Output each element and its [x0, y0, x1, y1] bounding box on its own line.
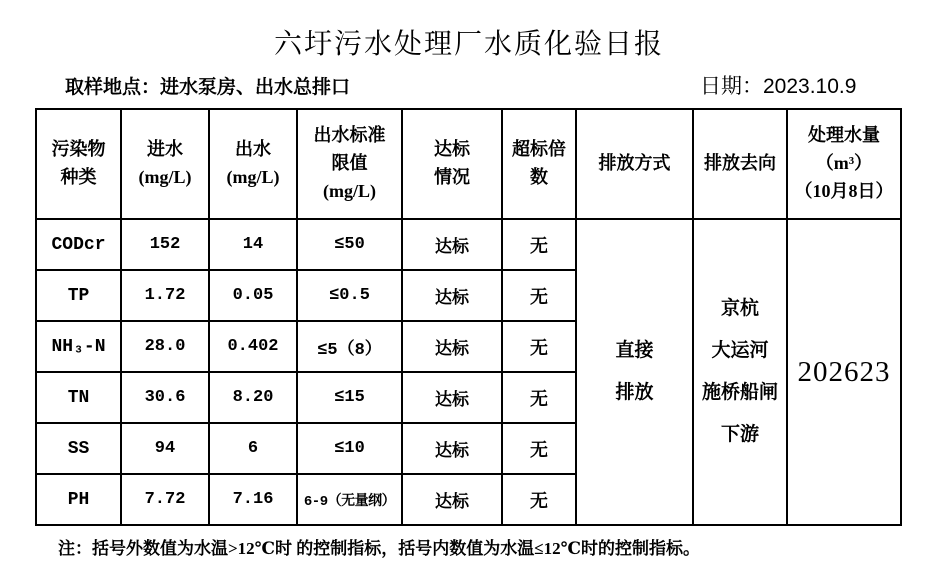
cell-exceed: 无	[502, 423, 576, 474]
cell-treated-volume: 202623	[787, 219, 901, 525]
header-line: 种类	[60, 167, 97, 187]
header-line: 超标倍	[512, 139, 566, 160]
header-exceed-multiple	[502, 109, 576, 219]
cell-limit: ≤15	[297, 372, 402, 423]
header-effluent	[209, 109, 297, 219]
cell-compliance: 达标	[402, 474, 502, 525]
cell-compliance: 达标	[402, 219, 502, 270]
header-line: （m³）	[815, 153, 873, 174]
date-value: 2023.10.9	[763, 75, 857, 98]
header-discharge-mode	[576, 109, 693, 219]
table-row-codcr	[36, 219, 901, 270]
cell-limit: ≤50	[297, 219, 402, 270]
cell-pollutant: SS	[36, 423, 121, 474]
cell-compliance: 达标	[402, 372, 502, 423]
cell-pollutant: NH₃-N	[36, 321, 121, 372]
cell-effluent: 0.05	[209, 270, 297, 321]
header-line: 数	[530, 167, 548, 187]
cell-pollutant: CODcr	[36, 219, 121, 270]
cell-effluent: 8.20	[209, 372, 297, 423]
header-line: (mg/L)	[138, 167, 192, 187]
cell-effluent: 14	[209, 219, 297, 270]
header-line: 出水标准	[313, 125, 386, 146]
cell-exceed: 无	[502, 474, 576, 525]
discharge-destination-line: 施桥船闸	[701, 382, 778, 403]
discharge-mode-line: 直接	[615, 340, 654, 362]
cell-influent: 152	[121, 219, 209, 270]
header-line: 进水	[147, 139, 183, 160]
header-line: 排放去向	[704, 153, 776, 174]
header-line: (mg/L)	[226, 167, 280, 187]
header-line: 达标	[434, 139, 470, 160]
cell-effluent: 7.16	[209, 474, 297, 525]
header-line: 限值	[331, 153, 368, 174]
cell-pollutant: PH	[36, 474, 121, 525]
discharge-mode-line: 排放	[615, 382, 654, 403]
discharge-destination-line: 大运河	[711, 340, 769, 362]
header-pollutant-type	[36, 109, 121, 219]
header-influent	[121, 109, 209, 219]
cell-limit: ≤10	[297, 423, 402, 474]
header-line: 处理水量	[808, 125, 880, 146]
cell-compliance: 达标	[402, 270, 502, 321]
cell-influent: 94	[121, 423, 209, 474]
cell-limit: ≤5（8）	[297, 321, 402, 372]
water-quality-table	[35, 108, 902, 526]
cell-pollutant: TP	[36, 270, 121, 321]
cell-exceed: 无	[502, 270, 576, 321]
header-treated-volume	[787, 109, 901, 219]
cell-influent: 1.72	[121, 270, 209, 321]
report-date	[700, 70, 856, 100]
page-title: 六圩污水处理厂水质化验日报	[273, 29, 664, 60]
cell-compliance: 达标	[402, 321, 502, 372]
header-effluent-limit	[297, 109, 402, 219]
cell-influent: 7.72	[121, 474, 209, 525]
cell-limit: 6-9（无量纲）	[297, 474, 402, 525]
cell-compliance: 达标	[402, 423, 502, 474]
cell-influent: 28.0	[121, 321, 209, 372]
header-discharge-destination	[693, 109, 787, 219]
cell-influent: 30.6	[121, 372, 209, 423]
cell-effluent: 6	[209, 423, 297, 474]
header-line: （10月8日）	[794, 180, 894, 201]
table-header-row	[36, 109, 901, 219]
cell-exceed: 无	[502, 372, 576, 423]
cell-discharge-destination	[693, 219, 787, 525]
header-line: (mg/L)	[323, 180, 376, 201]
header-line: 排放方式	[598, 153, 671, 174]
sampling-location-label: 取样地点：进水泵房、出水总排口	[65, 77, 351, 98]
header-line: 情况	[434, 167, 470, 187]
cell-pollutant: TN	[36, 372, 121, 423]
cell-effluent: 0.402	[209, 321, 297, 372]
cell-discharge-mode	[576, 219, 693, 525]
footnote: 注：括号外数值为水温>12℃时 的控制指标，括号内数值为水温≤12℃时的控制指标。	[58, 539, 701, 558]
cell-limit: ≤0.5	[297, 270, 402, 321]
cell-exceed: 无	[502, 321, 576, 372]
discharge-destination-line: 京杭	[720, 298, 759, 320]
header-line: 污染物	[51, 139, 106, 160]
header-line: 出水	[235, 139, 271, 160]
discharge-destination-line: 下游	[720, 423, 759, 445]
cell-exceed: 无	[502, 219, 576, 270]
header-compliance	[402, 109, 502, 219]
date-label: 日期：	[700, 75, 763, 98]
